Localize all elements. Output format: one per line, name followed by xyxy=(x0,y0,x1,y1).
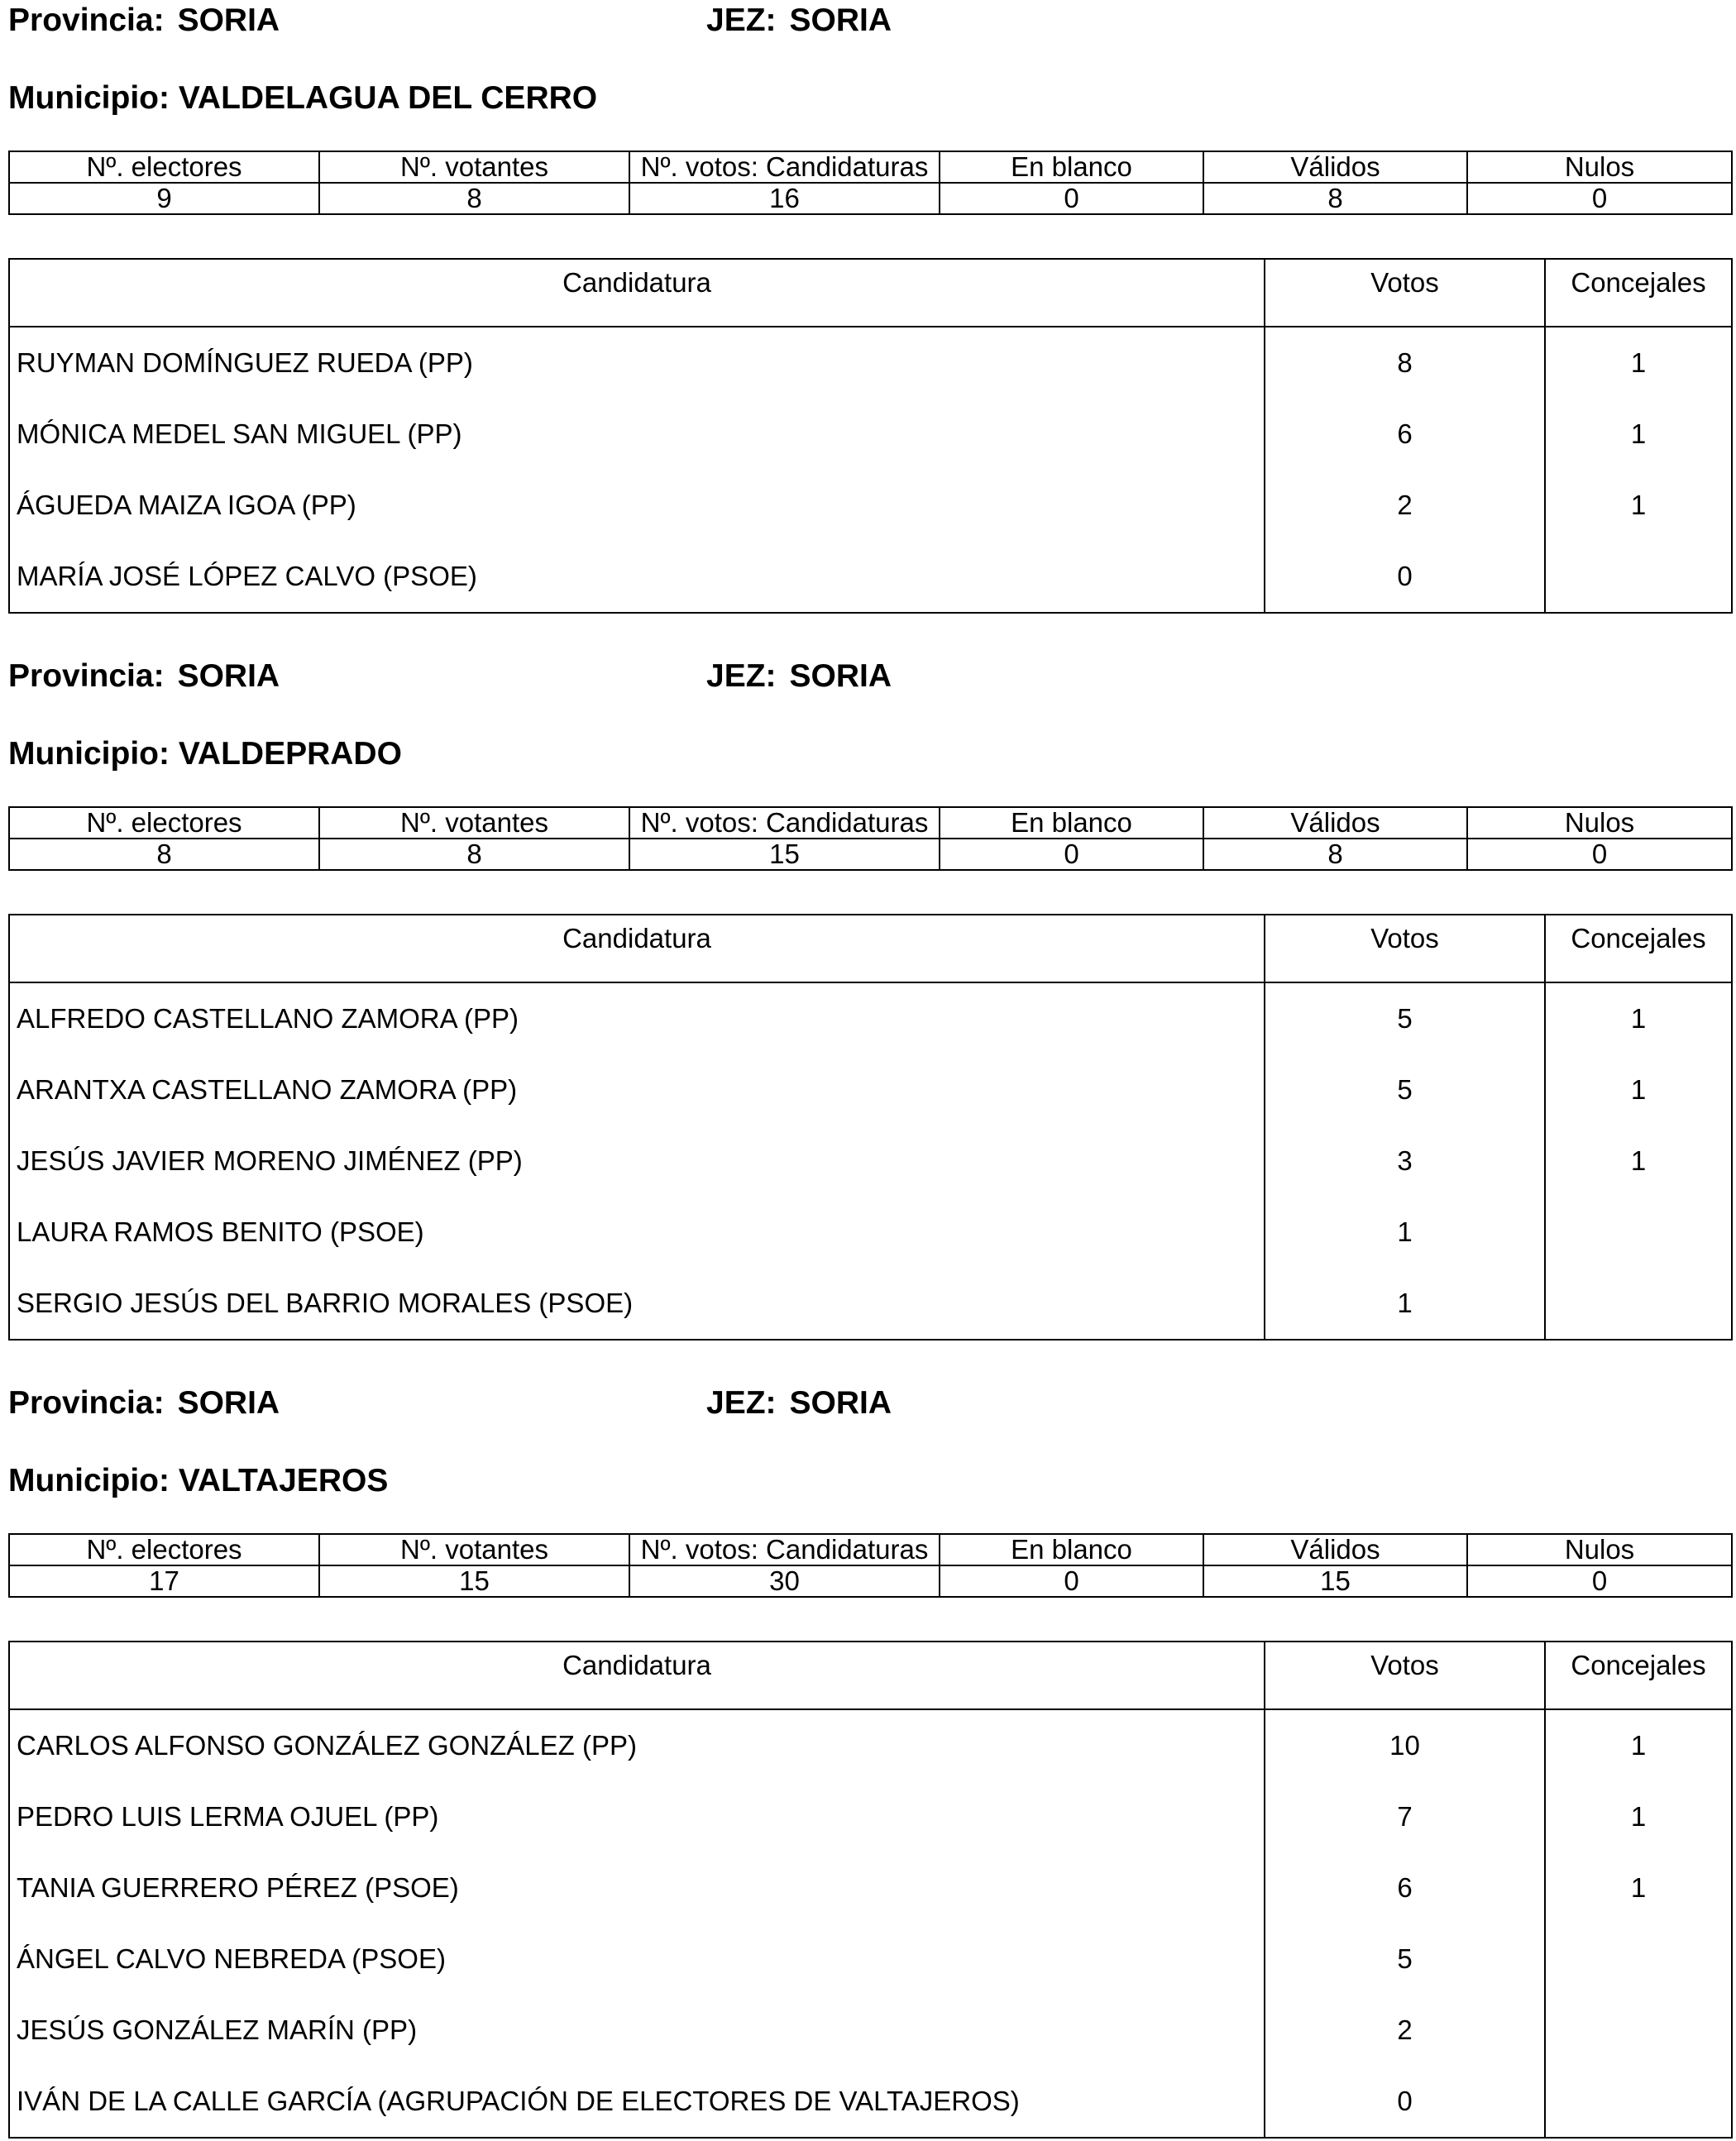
candidates-table xyxy=(8,914,1733,1341)
table-row xyxy=(9,399,1732,470)
municipio-header xyxy=(8,78,597,119)
header-votos: Votos xyxy=(1265,1642,1545,1709)
table-row xyxy=(9,1268,1732,1340)
candidate-concejales xyxy=(1545,1197,1732,1268)
provincia-value: SORIA xyxy=(177,2,280,38)
candidate-name: CARLOS ALFONSO GONZÁLEZ GONZÁLEZ (PP) xyxy=(9,1709,1265,1781)
table-row xyxy=(9,541,1732,613)
candidate-concejales: 1 xyxy=(1545,1709,1732,1781)
header-votos-candidaturas: Nº. votos: Candidaturas xyxy=(629,1534,940,1565)
provincia-value: SORIA xyxy=(177,1385,280,1421)
candidates-table xyxy=(8,258,1733,614)
value-validos: 8 xyxy=(1203,839,1467,870)
candidate-votos: 1 xyxy=(1265,1197,1545,1268)
header-votantes: Nº. votantes xyxy=(319,1534,629,1565)
provincia-label: Provincia: xyxy=(8,1385,165,1421)
value-votos-candidaturas: 16 xyxy=(629,183,940,214)
table-row xyxy=(9,1995,1732,2066)
jez-value: SORIA xyxy=(789,2,892,38)
candidate-name: ÁNGEL CALVO NEBREDA (PSOE) xyxy=(9,1924,1265,1995)
candidate-name: ALFREDO CASTELLANO ZAMORA (PP) xyxy=(9,982,1265,1054)
municipio-label: Municipio: xyxy=(8,736,170,772)
value-en-blanco: 0 xyxy=(940,183,1203,214)
header-concejales: Concejales xyxy=(1545,1642,1732,1709)
value-en-blanco: 0 xyxy=(940,839,1203,870)
candidate-votos: 3 xyxy=(1265,1125,1545,1197)
jez-label: JEZ: xyxy=(706,2,777,38)
candidate-votos: 5 xyxy=(1265,1054,1545,1125)
header-electores: Nº. electores xyxy=(9,151,319,183)
table-row xyxy=(9,327,1732,399)
table-row xyxy=(9,1709,1732,1781)
value-votos-candidaturas: 30 xyxy=(629,1565,940,1597)
candidate-name: PEDRO LUIS LERMA OJUEL (PP) xyxy=(9,1781,1265,1852)
header-candidatura: Candidatura xyxy=(9,915,1265,982)
header-validos: Válidos xyxy=(1203,1534,1467,1565)
province-header xyxy=(8,0,1729,41)
candidate-votos: 0 xyxy=(1265,2066,1545,2138)
candidates-table xyxy=(8,1641,1733,2139)
candidate-name: TANIA GUERRERO PÉREZ (PSOE) xyxy=(9,1852,1265,1924)
table-row xyxy=(9,470,1732,541)
value-votos-candidaturas: 15 xyxy=(629,839,940,870)
jez-value: SORIA xyxy=(789,1385,892,1421)
header-nulos: Nulos xyxy=(1467,1534,1732,1565)
value-votantes: 8 xyxy=(319,183,629,214)
header-validos: Válidos xyxy=(1203,807,1467,839)
jez-label: JEZ: xyxy=(706,658,777,694)
municipio-value: VALDEPRADO xyxy=(178,736,402,772)
value-nulos: 0 xyxy=(1467,839,1732,870)
candidate-name: MÓNICA MEDEL SAN MIGUEL (PP) xyxy=(9,399,1265,470)
province-header xyxy=(8,656,1729,697)
table-row xyxy=(9,1852,1732,1924)
value-nulos: 0 xyxy=(1467,183,1732,214)
header-validos: Válidos xyxy=(1203,151,1467,183)
municipio-value: VALTAJEROS xyxy=(178,1463,389,1498)
candidate-concejales: 1 xyxy=(1545,470,1732,541)
municipio-value: VALDELAGUA DEL CERRO xyxy=(178,80,598,116)
header-candidatura: Candidatura xyxy=(9,1642,1265,1709)
header-en-blanco: En blanco xyxy=(940,151,1203,183)
candidate-name: IVÁN DE LA CALLE GARCÍA (AGRUPACIÓN DE ELECTORES DE VALTAJEROS) xyxy=(9,2066,1265,2138)
candidate-concejales: 1 xyxy=(1545,982,1732,1054)
province-header xyxy=(8,1383,1729,1424)
candidate-votos: 2 xyxy=(1265,1995,1545,2066)
table-row xyxy=(9,1197,1732,1268)
header-votos-candidaturas: Nº. votos: Candidaturas xyxy=(629,807,940,839)
candidate-name: SERGIO JESÚS DEL BARRIO MORALES (PSOE) xyxy=(9,1268,1265,1340)
candidate-name: JESÚS GONZÁLEZ MARÍN (PP) xyxy=(9,1995,1265,2066)
candidate-concejales xyxy=(1545,1924,1732,1995)
header-votos-candidaturas: Nº. votos: Candidaturas xyxy=(629,151,940,183)
value-votantes: 15 xyxy=(319,1565,629,1597)
candidate-concejales: 1 xyxy=(1545,327,1732,399)
candidate-concejales: 1 xyxy=(1545,1054,1732,1125)
table-row xyxy=(9,1125,1732,1197)
candidate-name: RUYMAN DOMÍNGUEZ RUEDA (PP) xyxy=(9,327,1265,399)
header-votos: Votos xyxy=(1265,915,1545,982)
table-row xyxy=(9,1924,1732,1995)
candidate-name: LAURA RAMOS BENITO (PSOE) xyxy=(9,1197,1265,1268)
candidate-votos: 1 xyxy=(1265,1268,1545,1340)
candidate-concejales xyxy=(1545,541,1732,613)
value-validos: 15 xyxy=(1203,1565,1467,1597)
provincia-label: Provincia: xyxy=(8,658,165,694)
jez-label: JEZ: xyxy=(706,1385,777,1421)
candidate-votos: 2 xyxy=(1265,470,1545,541)
candidate-votos: 10 xyxy=(1265,1709,1545,1781)
municipio-header xyxy=(8,1460,388,1502)
candidate-votos: 6 xyxy=(1265,399,1545,470)
value-en-blanco: 0 xyxy=(940,1565,1203,1597)
value-nulos: 0 xyxy=(1467,1565,1732,1597)
candidate-name: JESÚS JAVIER MORENO JIMÉNEZ (PP) xyxy=(9,1125,1265,1197)
candidate-name: ARANTXA CASTELLANO ZAMORA (PP) xyxy=(9,1054,1265,1125)
candidate-votos: 8 xyxy=(1265,327,1545,399)
candidate-votos: 0 xyxy=(1265,541,1545,613)
candidate-concejales xyxy=(1545,2066,1732,2138)
value-validos: 8 xyxy=(1203,183,1467,214)
candidate-concejales: 1 xyxy=(1545,1781,1732,1852)
municipio-label: Municipio: xyxy=(8,1463,170,1498)
summary-table xyxy=(8,1533,1733,1598)
header-electores: Nº. electores xyxy=(9,807,319,839)
candidate-votos: 7 xyxy=(1265,1781,1545,1852)
header-votos: Votos xyxy=(1265,259,1545,327)
header-en-blanco: En blanco xyxy=(940,1534,1203,1565)
header-electores: Nº. electores xyxy=(9,1534,319,1565)
header-nulos: Nulos xyxy=(1467,807,1732,839)
jez-value: SORIA xyxy=(789,658,892,694)
candidate-concejales xyxy=(1545,1995,1732,2066)
value-electores: 8 xyxy=(9,839,319,870)
header-en-blanco: En blanco xyxy=(940,807,1203,839)
value-electores: 17 xyxy=(9,1565,319,1597)
candidate-name: ÁGUEDA MAIZA IGOA (PP) xyxy=(9,470,1265,541)
value-votantes: 8 xyxy=(319,839,629,870)
table-row xyxy=(9,2066,1732,2138)
candidate-votos: 6 xyxy=(1265,1852,1545,1924)
summary-table xyxy=(8,806,1733,871)
header-concejales: Concejales xyxy=(1545,915,1732,982)
candidate-name: MARÍA JOSÉ LÓPEZ CALVO (PSOE) xyxy=(9,541,1265,613)
provincia-value: SORIA xyxy=(177,658,280,694)
header-votantes: Nº. votantes xyxy=(319,151,629,183)
candidate-votos: 5 xyxy=(1265,982,1545,1054)
candidate-concejales: 1 xyxy=(1545,1852,1732,1924)
table-row xyxy=(9,982,1732,1054)
municipio-header xyxy=(8,734,402,775)
summary-table xyxy=(8,151,1733,215)
candidate-concejales: 1 xyxy=(1545,1125,1732,1197)
header-candidatura: Candidatura xyxy=(9,259,1265,327)
candidate-concejales: 1 xyxy=(1545,399,1732,470)
header-votantes: Nº. votantes xyxy=(319,807,629,839)
table-row xyxy=(9,1054,1732,1125)
provincia-label: Provincia: xyxy=(8,2,165,38)
table-row xyxy=(9,1781,1732,1852)
header-nulos: Nulos xyxy=(1467,151,1732,183)
candidate-concejales xyxy=(1545,1268,1732,1340)
municipio-label: Municipio: xyxy=(8,80,170,116)
candidate-votos: 5 xyxy=(1265,1924,1545,1995)
header-concejales: Concejales xyxy=(1545,259,1732,327)
value-electores: 9 xyxy=(9,183,319,214)
